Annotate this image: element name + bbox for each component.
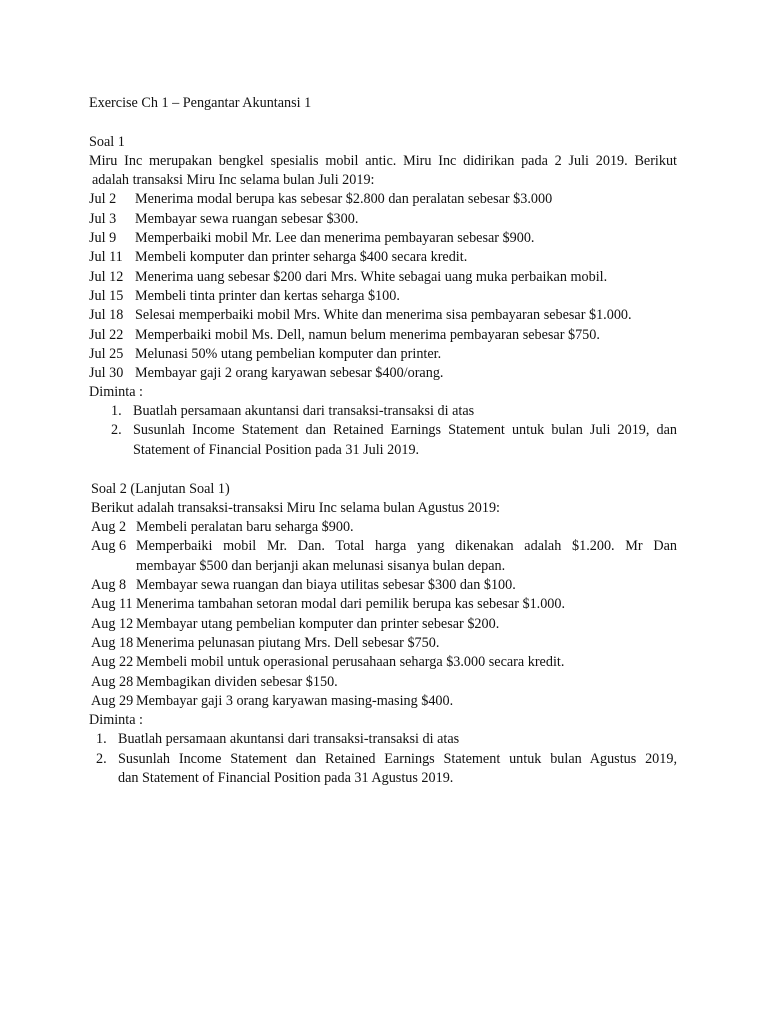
transaction-desc: Melunasi 50% utang pembelian komputer dan printer. — [135, 346, 442, 362]
soal1-intro-line1: Miru Inc merupakan bengkel spesialis mobil antic. Miru Inc didirikan pada 2 Juli 2019. Berikut — [89, 153, 677, 169]
transaction-date: Aug 6 — [91, 538, 127, 554]
transaction-date: Aug 11 — [91, 596, 133, 612]
task-text: Susunlah Income Statement dan Retained Earnings Statement untuk bulan Juli 2019, dan — [133, 422, 677, 438]
transaction-desc: Memperbaiki mobil Mr. Dan. Total harga yang dikenakan adalah $1.200. Mr Dan — [136, 538, 677, 554]
task-number: 1. — [96, 731, 107, 747]
transaction-date: Aug 18 — [91, 635, 134, 651]
transaction-date: Aug 12 — [91, 615, 134, 632]
task-number: 1. — [111, 403, 122, 419]
transaction-date: Aug 28 — [91, 673, 134, 690]
soal1-intro-line2: adalah transaksi Miru Inc selama bulan Juli 2019: — [92, 172, 375, 188]
transaction-date: Aug 22 — [91, 654, 134, 670]
transaction-date: Jul 11 — [89, 249, 123, 265]
task-text-continued: Statement of Financial Position pada 31 Juli 2019. — [133, 441, 420, 458]
transaction-desc: Membayar utang pembelian komputer dan printer sebesar $200. — [136, 615, 500, 632]
transaction-date: Jul 25 — [89, 346, 124, 362]
task-number: 2. — [111, 422, 122, 438]
transaction-desc: Menerima pelunasan piutang Mrs. Dell sebesar $750. — [136, 635, 440, 651]
soal2-heading: Soal 2 (Lanjutan Soal 1) — [91, 481, 230, 497]
soal2-intro: Berikut adalah transaksi-transaksi Miru Inc selama bulan Agustus 2019: — [91, 500, 500, 516]
transaction-desc: Menerima modal berupa kas sebesar $2.800 dan peralatan sebesar $3.000 — [135, 191, 553, 207]
transaction-date: Aug 8 — [91, 577, 127, 593]
transaction-desc: Membayar gaji 3 orang karyawan masing-masing $400. — [136, 693, 454, 709]
soal1-heading: Soal 1 — [89, 134, 125, 150]
transaction-date: Jul 3 — [89, 210, 117, 227]
transaction-date: Jul 9 — [89, 230, 117, 246]
transaction-date: Aug 2 — [91, 519, 127, 535]
task-text: Buatlah persamaan akuntansi dari transaksi-transaksi di atas — [118, 731, 460, 747]
transaction-desc: Memperbaiki mobil Ms. Dell, namun belum menerima pembayaran sebesar $750. — [135, 326, 600, 343]
transaction-date: Jul 30 — [89, 365, 124, 381]
transaction-desc: Membeli komputer dan printer seharga $400 secara kredit. — [135, 249, 468, 265]
transaction-desc: Membeli mobil untuk operasional perusahaan seharga $3.000 secara kredit. — [136, 654, 565, 670]
transaction-desc: Menerima tambahan setoran modal dari pemilik berupa kas sebesar $1.000. — [136, 596, 566, 612]
transaction-date: Jul 22 — [89, 326, 124, 343]
transaction-desc: Membeli tinta printer dan kertas seharga $100. — [135, 288, 400, 304]
transaction-desc: Membayar gaji 2 orang karyawan sebesar $400/orang. — [135, 365, 444, 381]
transaction-desc: Menerima uang sebesar $200 dari Mrs. White sebagai uang muka perbaikan mobil. — [135, 268, 608, 285]
page-title: Exercise Ch 1 – Pengantar Akuntansi 1 — [89, 95, 312, 111]
task-text-continued: dan Statement of Financial Position pada 31 Agustus 2019. — [118, 770, 454, 786]
transaction-desc: Membeli peralatan baru seharga $900. — [136, 519, 354, 535]
task-text: Buatlah persamaan akuntansi dari transaksi-transaksi di atas — [133, 403, 475, 419]
task-text: Susunlah Income Statement dan Retained Earnings Statement untuk bulan Agustus 2019, — [118, 750, 677, 767]
transaction-desc: Membagikan dividen sebesar $150. — [136, 673, 338, 690]
transaction-date: Jul 2 — [89, 191, 117, 207]
soal1-diminta-label: Diminta : — [89, 384, 143, 400]
task-number: 2. — [96, 750, 107, 767]
transaction-date: Jul 18 — [89, 307, 124, 323]
transaction-desc: Membayar sewa ruangan sebesar $300. — [135, 210, 359, 227]
soal2-diminta-label: Diminta : — [89, 712, 143, 728]
transaction-desc: Membayar sewa ruangan dan biaya utilitas sebesar $300 dan $100. — [136, 577, 516, 593]
transaction-desc-continued: membayar $500 dan berjanji akan melunasi sisanya bulan depan. — [136, 557, 506, 574]
transaction-date: Jul 12 — [89, 268, 124, 285]
transaction-desc: Selesai memperbaiki mobil Mrs. White dan menerima sisa pembayaran sebesar $1.000. — [135, 307, 632, 323]
transaction-date: Jul 15 — [89, 288, 124, 304]
transaction-desc: Memperbaiki mobil Mr. Lee dan menerima pembayaran sebesar $900. — [135, 230, 535, 246]
transaction-date: Aug 29 — [91, 693, 134, 709]
